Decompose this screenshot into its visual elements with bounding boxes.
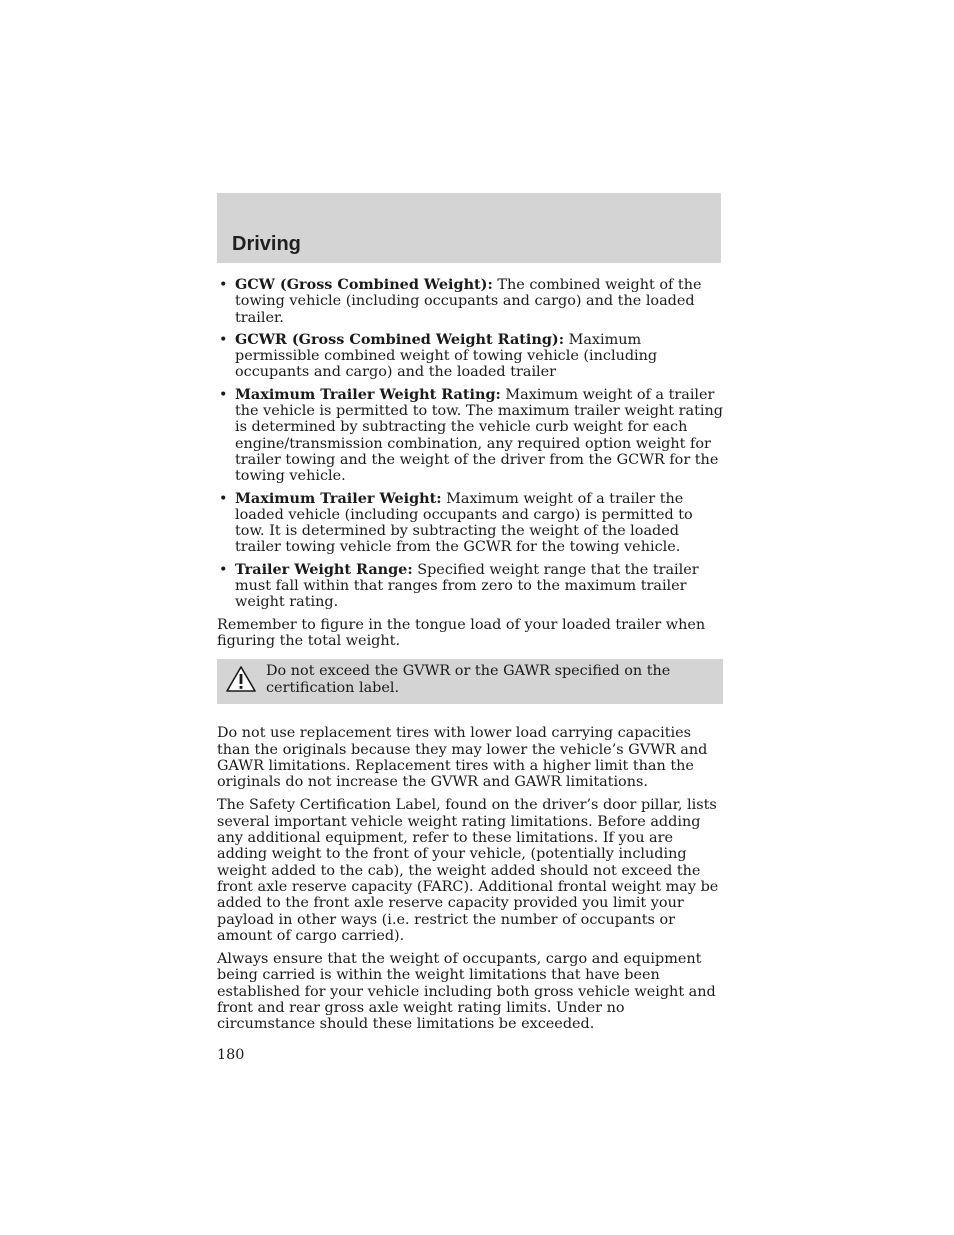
definition-item-gcwr <box>217 332 723 381</box>
section-header-band <box>217 193 721 263</box>
page-number: 180 <box>217 1046 245 1063</box>
replacement-tires-paragraph: Do not use replacement tires with lower load carrying capacities than the originals because they may lower the vehicle’s GVWR and GAWR limitations. Replacement tires with a higher limit than the originals do not increase the GVWR and GAWR limitations. <box>217 725 708 791</box>
weight-limitations-paragraph: Always ensure that the weight of occupants, cargo and equipment being carried is within the weight limitations that have been established for your vehicle including both gross vehicle weight and front and rear gross axle weight rating limits. Under no circumstance should these limitations be exceeded. <box>217 951 716 1033</box>
certification-label-paragraph: The Safety Certification Label, found on the driver’s door pillar, lists several important vehicle weight rating limitations. Before adding any additional equipment, refer to these limitations. If you are adding weight to the front of your vehicle, (potentially including weight added to the cab), the weight added should not exceed the front axle reserve capacity (FARC). Additional frontal weight may be added to the front axle reserve capacity provided you limit your payload in other ways (i.e. restrict the number of occupants or amount of cargo carried). <box>217 797 719 944</box>
definition-term: Maximum Trailer Weight: <box>235 489 442 507</box>
definition-text: The combined weight of the towing vehicle (including occupants and cargo) and the loaded trailer. <box>235 277 702 326</box>
warning-text: Do not exceed the GVWR or the GAWR specified on the certification label. <box>266 663 671 696</box>
definition-term: GCWR (Gross Combined Weight Rating): <box>235 330 565 348</box>
definition-term: GCW (Gross Combined Weight): <box>235 276 493 293</box>
definition-item-max-trailer-weight-rating <box>217 387 723 485</box>
definition-list <box>217 277 723 611</box>
tongue-load-paragraph: Remember to figure in the tongue load of your loaded trailer when figuring the total weight. <box>217 616 706 649</box>
section-title: Driving <box>232 233 301 255</box>
definition-item-gcw <box>217 277 723 326</box>
definition-text: Maximum weight of a trailer the vehicle is permitted to tow. The maximum trailer weight rating is determined by subtracting the vehicle curb weight for each engine/transmission combination, any required option weight for trailer towing and the weight of the driver from the GCWR for the towing vehicle. <box>235 386 723 485</box>
definition-item-trailer-weight-range <box>217 562 723 611</box>
definition-term: Trailer Weight Range: <box>235 560 413 578</box>
warning-triangle-icon <box>225 665 257 693</box>
definition-text: Maximum weight of a trailer the loaded vehicle (including occupants and cargo) is permitted to tow. It is determined by subtracting the weight of the loaded trailer towing vehicle from the GCWR for the towing vehicle. <box>235 490 693 556</box>
page-content <box>217 277 723 1063</box>
definition-term: Maximum Trailer Weight Rating: <box>235 385 501 403</box>
definition-item-max-trailer-weight <box>217 491 723 556</box>
warning-box <box>217 659 723 704</box>
definition-text: Specified weight range that the trailer must fall within that ranges from zero to the maximum trailer weight rating. <box>235 561 699 611</box>
definition-text: Maximum permissible combined weight of towing vehicle (including occupants and cargo) and the loaded trailer <box>235 331 658 381</box>
